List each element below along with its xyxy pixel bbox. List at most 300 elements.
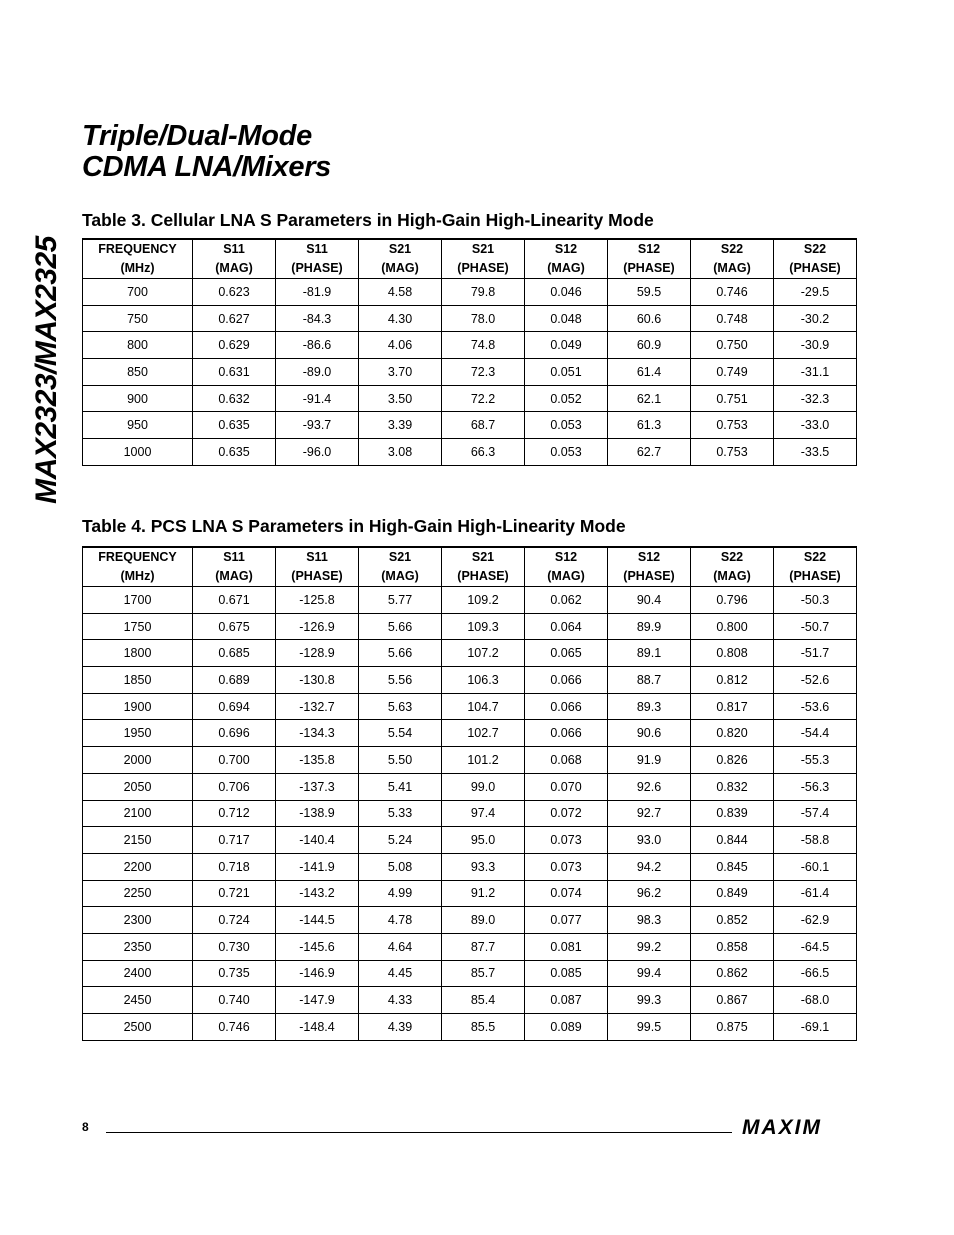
value-cell: 0.858 [691, 933, 774, 960]
table-row [83, 279, 857, 306]
value-cell: 5.54 [359, 720, 442, 747]
value-cell: 0.753 [691, 439, 774, 466]
value-cell: 74.8 [442, 332, 525, 359]
table-3-title: Table 3. Cellular LNA S Parameters in High-Gain High-Linearity Mode [82, 210, 654, 230]
value-cell: 0.089 [525, 1014, 608, 1041]
column-header-unit: (PHASE) [623, 261, 675, 275]
value-cell: -147.9 [276, 987, 359, 1014]
value-cell: 0.817 [691, 693, 774, 720]
value-cell: 4.30 [359, 305, 442, 332]
value-cell: 0.077 [525, 907, 608, 934]
value-cell: 0.700 [193, 747, 276, 774]
column-header-parameter: FREQUENCY [98, 242, 177, 256]
value-cell: -33.5 [774, 439, 857, 466]
column-header-parameter: S12 [637, 242, 661, 256]
column-header-parameter: S12 [554, 550, 578, 564]
value-cell: -81.9 [276, 279, 359, 306]
value-cell: 0.730 [193, 933, 276, 960]
frequency-cell: 1850 [83, 667, 193, 694]
value-cell: 5.41 [359, 773, 442, 800]
value-cell: 0.721 [193, 880, 276, 907]
table-3-cellular-s-parameters [82, 238, 857, 466]
table-row [83, 720, 857, 747]
value-cell: 93.0 [608, 827, 691, 854]
value-cell: -68.0 [774, 987, 857, 1014]
value-cell: 90.6 [608, 720, 691, 747]
document-title-line-2: CDMA LNA/Mixers [82, 151, 332, 183]
column-header-parameter: S11 [306, 242, 328, 256]
value-cell: 0.746 [691, 279, 774, 306]
value-cell: 0.062 [525, 587, 608, 614]
value-cell: 0.826 [691, 747, 774, 774]
table-row [83, 693, 857, 720]
column-header-unit: (PHASE) [623, 569, 675, 583]
value-cell: -32.3 [774, 385, 857, 412]
column-header-unit: (MAG) [547, 569, 585, 583]
frequency-cell: 700 [83, 279, 193, 306]
value-cell: 0.689 [193, 667, 276, 694]
value-cell: 90.4 [608, 587, 691, 614]
value-cell: 60.6 [608, 305, 691, 332]
value-cell: 101.2 [442, 747, 525, 774]
value-cell: 5.66 [359, 613, 442, 640]
frequency-cell: 900 [83, 385, 193, 412]
value-cell: 59.5 [608, 279, 691, 306]
value-cell: -55.3 [774, 747, 857, 774]
value-cell: 4.58 [359, 279, 442, 306]
value-cell: 0.875 [691, 1014, 774, 1041]
table-row [83, 960, 857, 987]
value-cell: -50.7 [774, 613, 857, 640]
frequency-cell: 850 [83, 359, 193, 386]
column-header [774, 547, 857, 587]
value-cell: -50.3 [774, 587, 857, 614]
value-cell: 0.073 [525, 853, 608, 880]
frequency-cell: 950 [83, 412, 193, 439]
value-cell: -89.0 [276, 359, 359, 386]
value-cell: 0.064 [525, 613, 608, 640]
value-cell: 89.3 [608, 693, 691, 720]
column-header [276, 239, 359, 279]
column-header [442, 239, 525, 279]
table-row [83, 987, 857, 1014]
value-cell: -96.0 [276, 439, 359, 466]
table-row [83, 827, 857, 854]
value-cell: 62.7 [608, 439, 691, 466]
column-header-unit: (MHz) [120, 261, 155, 275]
value-cell: 0.849 [691, 880, 774, 907]
value-cell: 5.50 [359, 747, 442, 774]
value-cell: 5.08 [359, 853, 442, 880]
column-header-parameter: S11 [223, 550, 245, 564]
value-cell: 0.066 [525, 667, 608, 694]
value-cell: 0.635 [193, 439, 276, 466]
value-cell: 0.844 [691, 827, 774, 854]
column-header [525, 547, 608, 587]
document-title [82, 121, 331, 183]
value-cell: 88.7 [608, 667, 691, 694]
table-row [83, 800, 857, 827]
frequency-cell: 2350 [83, 933, 193, 960]
value-cell: 4.78 [359, 907, 442, 934]
value-cell: -138.9 [276, 800, 359, 827]
value-cell: 61.4 [608, 359, 691, 386]
column-header-unit: (PHASE) [457, 261, 509, 275]
value-cell: 0.718 [193, 853, 276, 880]
value-cell: 0.812 [691, 667, 774, 694]
frequency-cell: 2100 [83, 800, 193, 827]
value-cell: 5.24 [359, 827, 442, 854]
value-cell: 99.5 [608, 1014, 691, 1041]
frequency-cell: 750 [83, 305, 193, 332]
side-product-title [31, 210, 63, 530]
value-cell: 102.7 [442, 720, 525, 747]
value-cell: -30.9 [774, 332, 857, 359]
value-cell: -141.9 [276, 853, 359, 880]
value-cell: -56.3 [774, 773, 857, 800]
value-cell: 109.3 [442, 613, 525, 640]
value-cell: 5.33 [359, 800, 442, 827]
value-cell: 0.696 [193, 720, 276, 747]
column-header-parameter: S12 [637, 550, 661, 564]
value-cell: -143.2 [276, 880, 359, 907]
column-header-unit: (MAG) [547, 261, 585, 275]
value-cell: -135.8 [276, 747, 359, 774]
frequency-cell: 1750 [83, 613, 193, 640]
column-header-parameter: S22 [720, 550, 744, 564]
value-cell: -52.6 [774, 667, 857, 694]
value-cell: 87.7 [442, 933, 525, 960]
value-cell: 61.3 [608, 412, 691, 439]
value-cell: 0.706 [193, 773, 276, 800]
value-cell: 0.675 [193, 613, 276, 640]
column-header-unit: (MAG) [713, 261, 751, 275]
value-cell: 4.33 [359, 987, 442, 1014]
value-cell: 0.085 [525, 960, 608, 987]
frequency-cell: 2200 [83, 853, 193, 880]
value-cell: 79.8 [442, 279, 525, 306]
column-header [359, 239, 442, 279]
table-row [83, 439, 857, 466]
value-cell: -53.6 [774, 693, 857, 720]
value-cell: 0.832 [691, 773, 774, 800]
value-cell: -61.4 [774, 880, 857, 907]
value-cell: 0.053 [525, 412, 608, 439]
value-cell: 94.2 [608, 853, 691, 880]
value-cell: 0.081 [525, 933, 608, 960]
value-cell: 0.052 [525, 385, 608, 412]
value-cell: 0.072 [525, 800, 608, 827]
value-cell: -58.8 [774, 827, 857, 854]
value-cell: -128.9 [276, 640, 359, 667]
value-cell: 62.1 [608, 385, 691, 412]
column-header [608, 547, 691, 587]
column-header-unit: (PHASE) [291, 261, 343, 275]
table-row [83, 640, 857, 667]
value-cell: 5.56 [359, 667, 442, 694]
value-cell: 0.852 [691, 907, 774, 934]
side-product-title-text: MAX2323/MAX2325 [30, 236, 63, 504]
value-cell: 0.671 [193, 587, 276, 614]
value-cell: 3.70 [359, 359, 442, 386]
value-cell: 0.724 [193, 907, 276, 934]
column-header-parameter: FREQUENCY [98, 550, 177, 564]
value-cell: 0.753 [691, 412, 774, 439]
table-row [83, 613, 857, 640]
header-row [83, 239, 857, 279]
frequency-cell: 2250 [83, 880, 193, 907]
value-cell: -29.5 [774, 279, 857, 306]
frequency-cell: 2400 [83, 960, 193, 987]
table-row [83, 853, 857, 880]
value-cell: 0.074 [525, 880, 608, 907]
table-4-pcs-s-parameters [82, 546, 857, 1041]
value-cell: 4.39 [359, 1014, 442, 1041]
value-cell: 68.7 [442, 412, 525, 439]
value-cell: 0.796 [691, 587, 774, 614]
column-header-parameter: S12 [554, 242, 578, 256]
value-cell: 0.623 [193, 279, 276, 306]
table-row [83, 385, 857, 412]
value-cell: 4.06 [359, 332, 442, 359]
value-cell: 4.99 [359, 880, 442, 907]
value-cell: 0.685 [193, 640, 276, 667]
column-header [276, 547, 359, 587]
column-header [442, 547, 525, 587]
value-cell: 91.9 [608, 747, 691, 774]
value-cell: 0.048 [525, 305, 608, 332]
column-header [83, 239, 193, 279]
value-cell: 0.694 [193, 693, 276, 720]
column-header-parameter: S21 [471, 550, 495, 564]
value-cell: 0.066 [525, 720, 608, 747]
column-header-unit: (MAG) [381, 569, 419, 583]
value-cell: 0.065 [525, 640, 608, 667]
value-cell: -51.7 [774, 640, 857, 667]
value-cell: 92.7 [608, 800, 691, 827]
value-cell: 0.070 [525, 773, 608, 800]
value-cell: 104.7 [442, 693, 525, 720]
table-row [83, 587, 857, 614]
column-header-parameter: S22 [720, 242, 744, 256]
value-cell: 107.2 [442, 640, 525, 667]
frequency-cell: 1700 [83, 587, 193, 614]
value-cell: 0.750 [691, 332, 774, 359]
column-header [359, 547, 442, 587]
value-cell: 0.862 [691, 960, 774, 987]
column-header [608, 239, 691, 279]
value-cell: -132.7 [276, 693, 359, 720]
value-cell: 95.0 [442, 827, 525, 854]
value-cell: 0.051 [525, 359, 608, 386]
value-cell: 0.820 [691, 720, 774, 747]
table-row [83, 907, 857, 934]
value-cell: 99.0 [442, 773, 525, 800]
column-header-unit: (PHASE) [789, 569, 841, 583]
frequency-cell: 1000 [83, 439, 193, 466]
column-header-unit: (MAG) [215, 569, 253, 583]
table-row [83, 667, 857, 694]
value-cell: 3.08 [359, 439, 442, 466]
table-row [83, 773, 857, 800]
value-cell: 0.800 [691, 613, 774, 640]
value-cell: 0.717 [193, 827, 276, 854]
value-cell: -86.6 [276, 332, 359, 359]
maxim-logo: MAXIM [742, 1116, 822, 1139]
value-cell: 0.629 [193, 332, 276, 359]
value-cell: 0.066 [525, 693, 608, 720]
value-cell: 92.6 [608, 773, 691, 800]
value-cell: -125.8 [276, 587, 359, 614]
value-cell: 109.2 [442, 587, 525, 614]
value-cell: 85.5 [442, 1014, 525, 1041]
value-cell: -93.7 [276, 412, 359, 439]
value-cell: -64.5 [774, 933, 857, 960]
value-cell: -91.4 [276, 385, 359, 412]
column-header-parameter: S11 [306, 550, 328, 564]
value-cell: -69.1 [774, 1014, 857, 1041]
column-header [525, 239, 608, 279]
column-header [691, 239, 774, 279]
column-header-unit: (MAG) [215, 261, 253, 275]
value-cell: 0.867 [691, 987, 774, 1014]
value-cell: 0.631 [193, 359, 276, 386]
table-row [83, 880, 857, 907]
column-header-unit: (PHASE) [291, 569, 343, 583]
value-cell: 0.632 [193, 385, 276, 412]
frequency-cell: 1900 [83, 693, 193, 720]
value-cell: 78.0 [442, 305, 525, 332]
value-cell: 96.2 [608, 880, 691, 907]
frequency-cell: 800 [83, 332, 193, 359]
value-cell: 0.712 [193, 800, 276, 827]
value-cell: -134.3 [276, 720, 359, 747]
value-cell: 0.635 [193, 412, 276, 439]
value-cell: 66.3 [442, 439, 525, 466]
value-cell: 89.0 [442, 907, 525, 934]
frequency-cell: 1800 [83, 640, 193, 667]
table-row [83, 359, 857, 386]
value-cell: -57.4 [774, 800, 857, 827]
table-4-title: Table 4. PCS LNA S Parameters in High-Gain High-Linearity Mode [82, 516, 626, 536]
value-cell: 98.3 [608, 907, 691, 934]
value-cell: 0.746 [193, 1014, 276, 1041]
column-header [691, 547, 774, 587]
value-cell: 89.1 [608, 640, 691, 667]
value-cell: -84.3 [276, 305, 359, 332]
value-cell: 0.073 [525, 827, 608, 854]
document-title-line-1: Triple/Dual-Mode [82, 120, 312, 152]
footer-rule [106, 1132, 732, 1133]
value-cell: 3.50 [359, 385, 442, 412]
value-cell: 5.77 [359, 587, 442, 614]
value-cell: -66.5 [774, 960, 857, 987]
value-cell: 0.053 [525, 439, 608, 466]
value-cell: 4.64 [359, 933, 442, 960]
value-cell: 93.3 [442, 853, 525, 880]
value-cell: 0.068 [525, 747, 608, 774]
value-cell: -137.3 [276, 773, 359, 800]
value-cell: 3.39 [359, 412, 442, 439]
column-header-unit: (MHz) [120, 569, 155, 583]
frequency-cell: 2500 [83, 1014, 193, 1041]
value-cell: 0.808 [691, 640, 774, 667]
column-header [193, 239, 276, 279]
page-number: 8 [82, 1120, 89, 1134]
value-cell: -62.9 [774, 907, 857, 934]
frequency-cell: 1950 [83, 720, 193, 747]
value-cell: -31.1 [774, 359, 857, 386]
value-cell: 0.046 [525, 279, 608, 306]
value-cell: -54.4 [774, 720, 857, 747]
value-cell: 85.4 [442, 987, 525, 1014]
column-header-parameter: S22 [803, 550, 827, 564]
value-cell: 5.63 [359, 693, 442, 720]
value-cell: 0.749 [691, 359, 774, 386]
value-cell: 0.087 [525, 987, 608, 1014]
table-row [83, 747, 857, 774]
value-cell: 0.845 [691, 853, 774, 880]
value-cell: 0.627 [193, 305, 276, 332]
value-cell: 99.2 [608, 933, 691, 960]
table-row [83, 933, 857, 960]
value-cell: 0.735 [193, 960, 276, 987]
value-cell: 0.751 [691, 385, 774, 412]
value-cell: 89.9 [608, 613, 691, 640]
value-cell: 97.4 [442, 800, 525, 827]
value-cell: -126.9 [276, 613, 359, 640]
value-cell: 99.4 [608, 960, 691, 987]
value-cell: -146.9 [276, 960, 359, 987]
value-cell: 106.3 [442, 667, 525, 694]
value-cell: 0.839 [691, 800, 774, 827]
table-row [83, 332, 857, 359]
column-header-parameter: S21 [388, 550, 412, 564]
frequency-cell: 2450 [83, 987, 193, 1014]
value-cell: -60.1 [774, 853, 857, 880]
column-header-unit: (PHASE) [789, 261, 841, 275]
value-cell: 60.9 [608, 332, 691, 359]
value-cell: -130.8 [276, 667, 359, 694]
column-header-unit: (MAG) [381, 261, 419, 275]
column-header [83, 547, 193, 587]
frequency-cell: 2000 [83, 747, 193, 774]
column-header-unit: (PHASE) [457, 569, 509, 583]
table-row [83, 412, 857, 439]
table-row [83, 305, 857, 332]
value-cell: 4.45 [359, 960, 442, 987]
column-header [193, 547, 276, 587]
value-cell: -140.4 [276, 827, 359, 854]
value-cell: 0.748 [691, 305, 774, 332]
frequency-cell: 2300 [83, 907, 193, 934]
table-row [83, 1014, 857, 1041]
value-cell: 0.740 [193, 987, 276, 1014]
value-cell: -145.6 [276, 933, 359, 960]
column-header-parameter: S21 [388, 242, 412, 256]
column-header-parameter: S22 [803, 242, 827, 256]
value-cell: -144.5 [276, 907, 359, 934]
frequency-cell: 2050 [83, 773, 193, 800]
value-cell: 5.66 [359, 640, 442, 667]
value-cell: 0.049 [525, 332, 608, 359]
value-cell: 85.7 [442, 960, 525, 987]
value-cell: 72.2 [442, 385, 525, 412]
frequency-cell: 2150 [83, 827, 193, 854]
value-cell: -148.4 [276, 1014, 359, 1041]
value-cell: 99.3 [608, 987, 691, 1014]
value-cell: 72.3 [442, 359, 525, 386]
